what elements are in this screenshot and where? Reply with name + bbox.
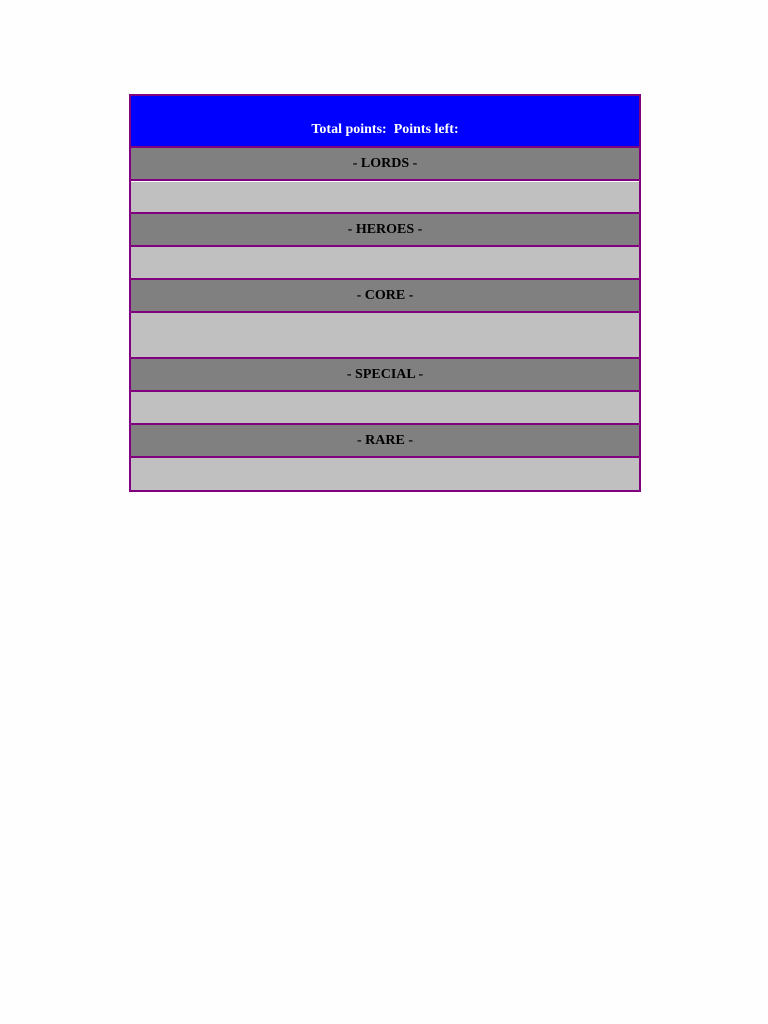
roster-title-row	[131, 96, 639, 148]
army-roster-table	[129, 94, 641, 492]
section-header-lords: - LORDS -	[131, 148, 639, 181]
section-body-rare	[131, 458, 639, 490]
section-body-heroes	[131, 247, 639, 280]
section-header-rare: - RARE -	[131, 425, 639, 458]
section-body-special	[131, 392, 639, 425]
section-body-lords	[131, 181, 639, 214]
section-header-special: - SPECIAL -	[131, 359, 639, 392]
section-header-core: - CORE -	[131, 280, 639, 313]
section-body-core	[131, 313, 639, 359]
section-header-heroes: - HEROES -	[131, 214, 639, 247]
points-summary: Total points: Points left:	[311, 122, 459, 137]
